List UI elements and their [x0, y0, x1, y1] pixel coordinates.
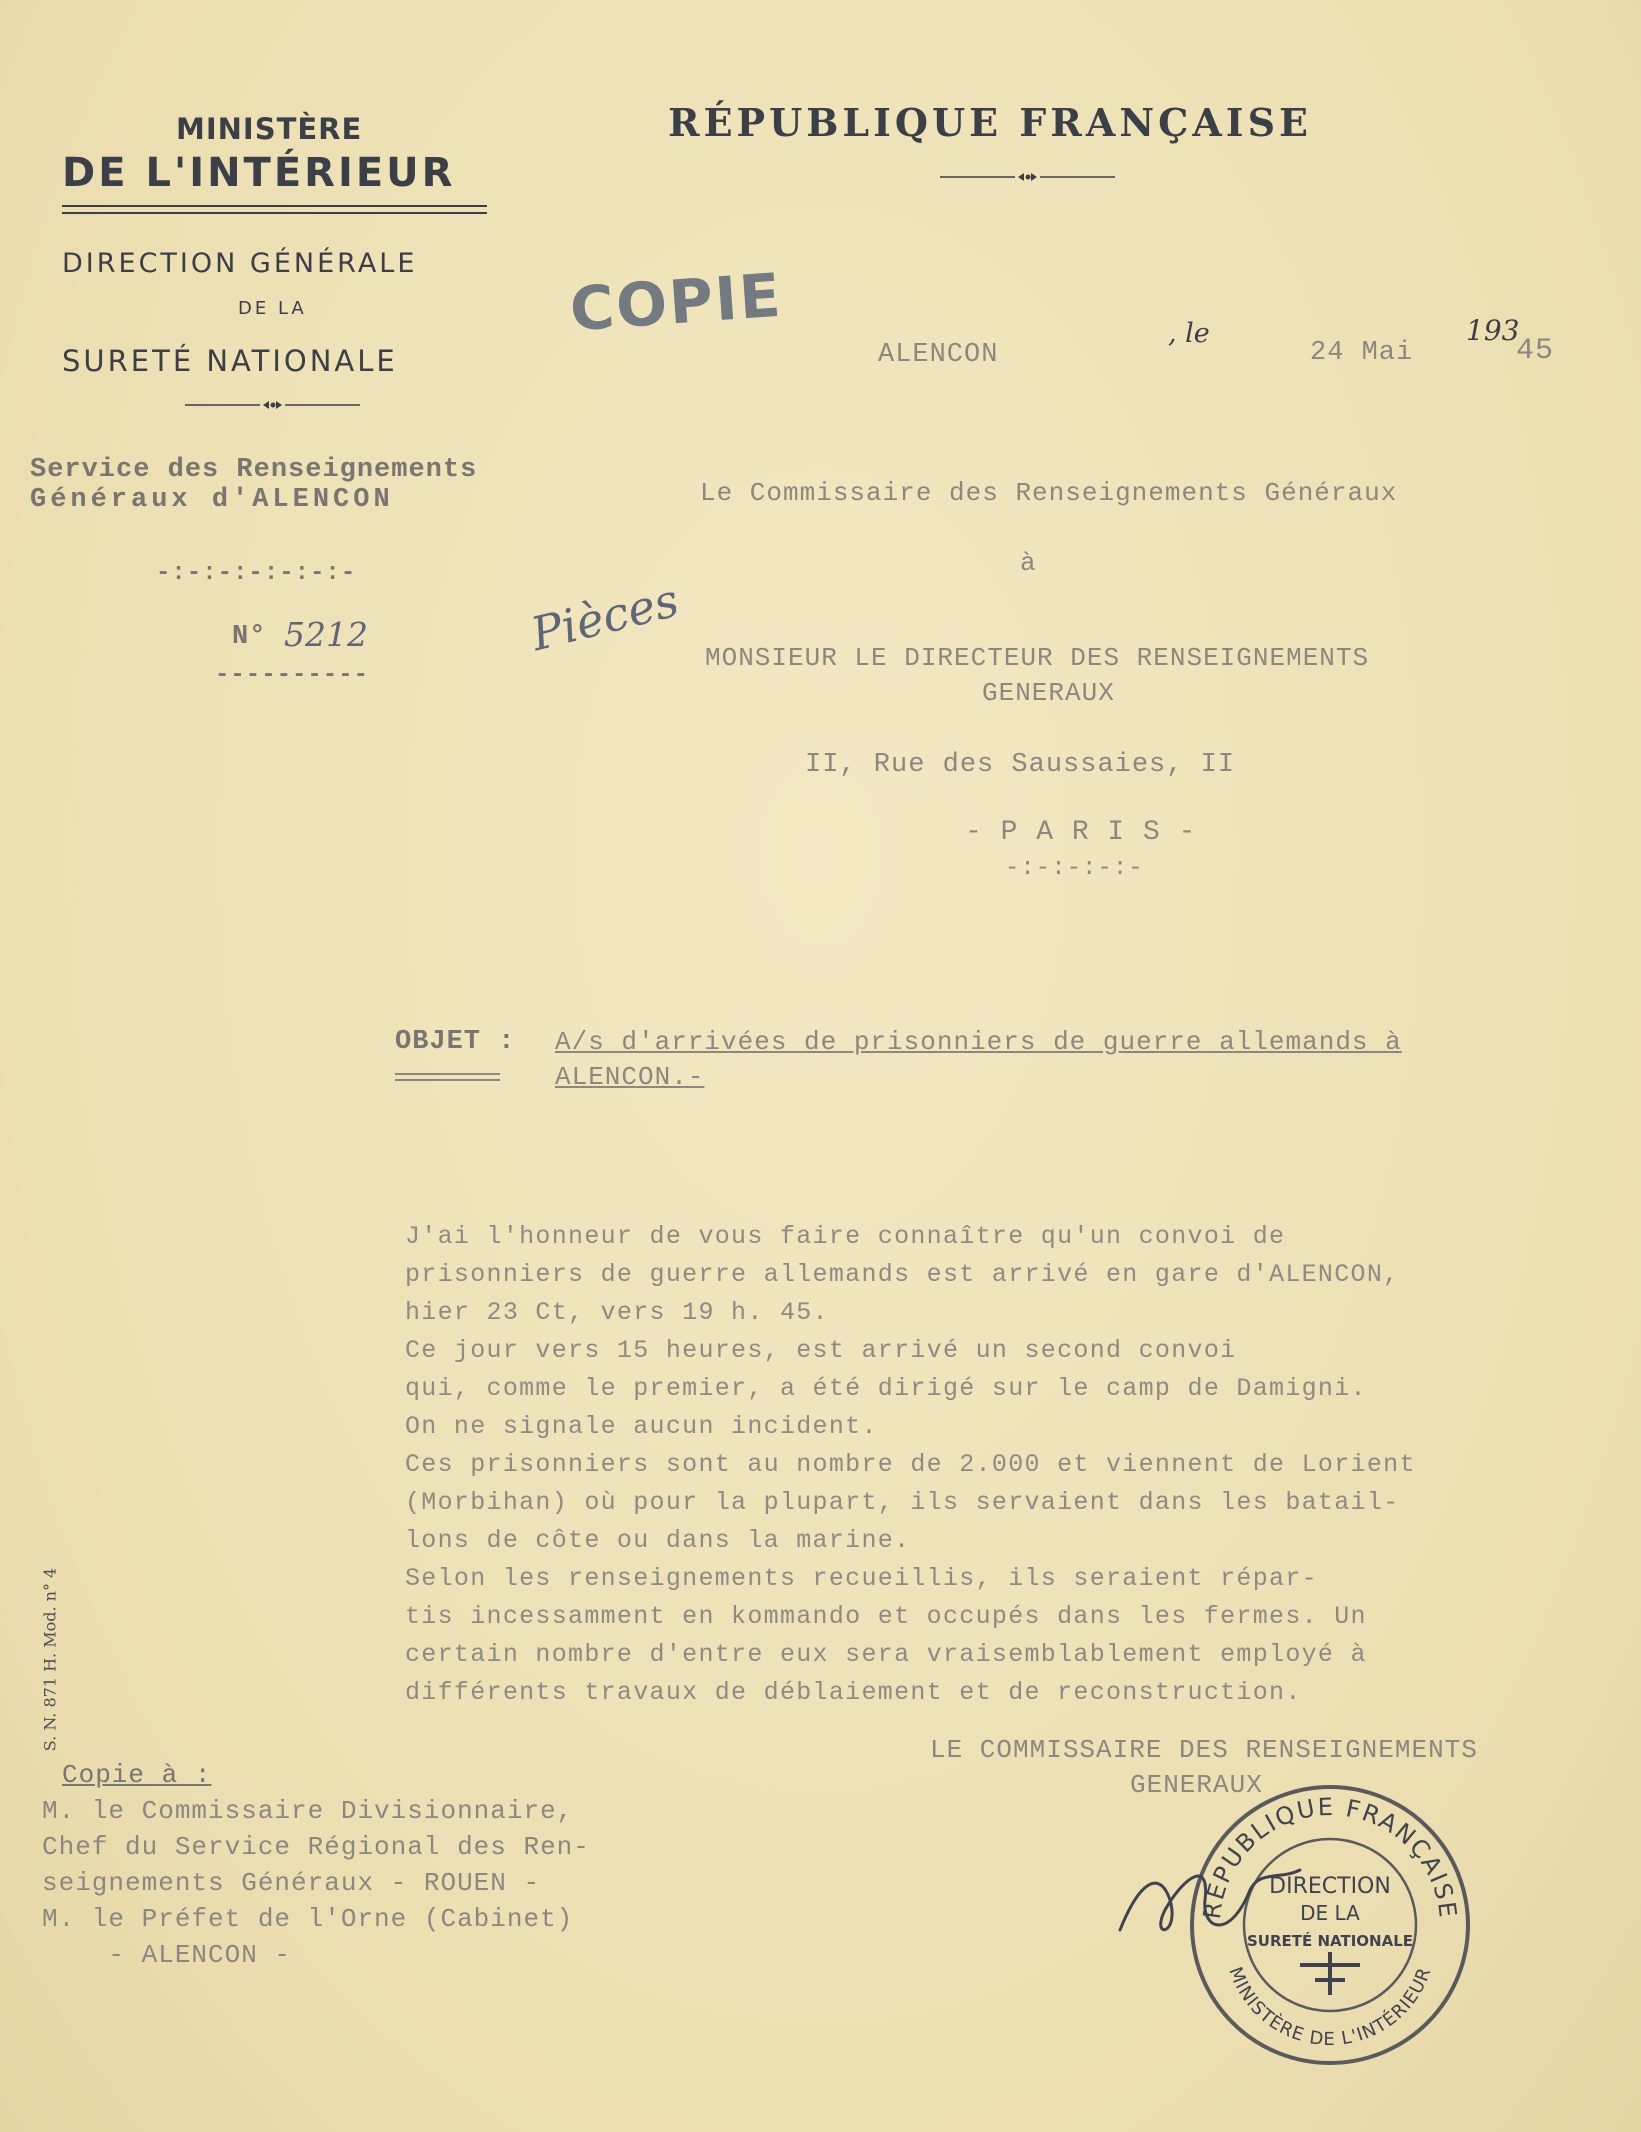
- objet-text-line2: ALENCON.-: [555, 1062, 705, 1092]
- to-symbol: à: [1020, 548, 1037, 578]
- direction-line3: SURETÉ NATIONALE: [62, 344, 398, 378]
- service-separator: -:-:-:-:-:-:-: [156, 560, 357, 587]
- stamp-inner-1: DIRECTION: [1269, 1874, 1391, 1899]
- form-code: S. N. 871 H. Mod. n° 4: [40, 1567, 60, 1752]
- body-line-1: J'ai l'honneur de vous faire connaître qu'un convoi de: [405, 1222, 1286, 1251]
- date-day-month: 24 Mai: [1310, 338, 1414, 368]
- copies-line-5: - ALENCON -: [42, 1940, 292, 1970]
- reference-number-value: 5212: [284, 615, 368, 654]
- ornament-right-icon: [940, 170, 1115, 184]
- copie-stamp: COPIE: [567, 260, 785, 346]
- signature-line2: GENERAUX: [1130, 1770, 1263, 1800]
- official-round-stamp: [1180, 1780, 1480, 2070]
- body-line-4: Ce jour vers 15 heures, est arrivé un second convoi: [405, 1336, 1237, 1365]
- stamp-inner-2: DE LA: [1300, 1901, 1360, 1925]
- copies-line-1: M. le Commissaire Divisionnaire,: [42, 1796, 574, 1826]
- stamp-inner-3: SURETÉ NATIONALE: [1246, 1932, 1414, 1950]
- date-year-typed: 45: [1516, 334, 1555, 368]
- body-line-8: (Morbihan) où pour la plupart, ils servaient dans les batail-: [405, 1488, 1400, 1517]
- body-line-12: certain nombre d'entre eux sera vraisemblablement employé à: [405, 1640, 1367, 1669]
- direction-line2: DE LA: [238, 298, 307, 319]
- objet-underline-2: [395, 1079, 500, 1081]
- recipient-address: II, Rue des Saussaies, II: [805, 750, 1236, 780]
- body-line-2: prisonniers de guerre allemands est arrivé en gare d'ALENCON,: [405, 1260, 1400, 1289]
- body-line-13: différents travaux de déblaiement et de reconstruction.: [405, 1678, 1302, 1707]
- recipient-separator: -:-:-:-:-: [1005, 855, 1144, 882]
- sender-line: Le Commissaire des Renseignements Généraux: [700, 478, 1398, 508]
- letterhead-rule-2: [62, 212, 487, 214]
- recipient-line2: GENERAUX: [982, 678, 1115, 708]
- body-line-9: lons de côte ou dans la marine.: [405, 1526, 911, 1555]
- reference-underline: ----------: [215, 662, 370, 689]
- copies-label: Copie à :: [62, 1760, 212, 1790]
- objet-label: OBJET :: [395, 1027, 516, 1057]
- body-line-5: qui, comme le premier, a été dirigé sur le camp de Damigni.: [405, 1374, 1367, 1403]
- date-le: , le: [1168, 318, 1210, 349]
- service-line1: Service des Renseignements: [30, 455, 478, 485]
- copies-line-3: seignements Généraux - ROUEN -: [42, 1868, 541, 1898]
- body-line-10: Selon les renseignements recueillis, ils seraient répar-: [405, 1564, 1318, 1593]
- body-line-6: On ne signale aucun incident.: [405, 1412, 878, 1441]
- stamp-outer-top: RÉPUBLIQUE FRANÇAISE: [1197, 1792, 1463, 1921]
- reference-number-label: N°: [232, 622, 267, 652]
- date-year-printed: 193: [1466, 314, 1520, 347]
- service-line2: Généraux d'ALENCON: [30, 485, 394, 515]
- stamp-outer-bottom: MINISTÈRE DE L'INTÉRIEUR: [1224, 1964, 1436, 2051]
- ministry-line2: DE L'INTÉRIEUR: [62, 150, 456, 196]
- republic-title: RÉPUBLIQUE FRANÇAISE: [668, 100, 1312, 145]
- objet-underline-1: [395, 1073, 500, 1075]
- ornament-left-icon: [185, 398, 360, 412]
- letterhead-rule-1: [62, 205, 487, 207]
- recipient-line1: MONSIEUR LE DIRECTEUR DES RENSEIGNEMENTS: [705, 643, 1370, 673]
- signature-line1: LE COMMISSAIRE DES RENSEIGNEMENTS: [930, 1735, 1478, 1765]
- handwritten-annotation: Pièces: [525, 572, 684, 662]
- copies-line-2: Chef du Service Régional des Ren-: [42, 1832, 590, 1862]
- body-line-11: tis incessamment en kommando et occupés dans les fermes. Un: [405, 1602, 1367, 1631]
- ministry-line1: MINISTÈRE: [176, 112, 363, 146]
- body-line-3: hier 23 Ct, vers 19 h. 45.: [405, 1298, 829, 1327]
- recipient-city: - P A R I S -: [965, 817, 1197, 848]
- date-place: ALENCON: [878, 340, 999, 370]
- direction-line1: DIRECTION GÉNÉRALE: [62, 248, 418, 279]
- objet-text-line1: A/s d'arrivées de prisonniers de guerre allemands à: [555, 1027, 1402, 1057]
- body-line-7: Ces prisonniers sont au nombre de 2.000 et viennent de Lorient: [405, 1450, 1416, 1479]
- copies-line-4: M. le Préfet de l'Orne (Cabinet): [42, 1904, 574, 1934]
